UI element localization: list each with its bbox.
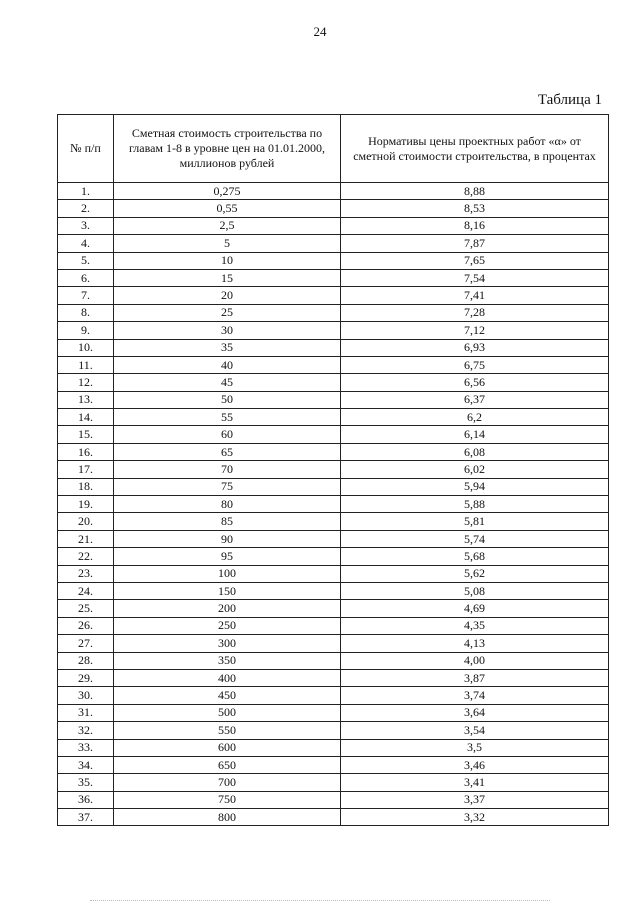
cell-number: 1. bbox=[58, 183, 114, 200]
header-estimated-cost: Сметная стоимость строительства по главам 1-8 в уровне цен на 01.01.2000, миллионов рублей bbox=[114, 115, 341, 183]
cell-number: 32. bbox=[58, 722, 114, 739]
table-row bbox=[58, 339, 609, 356]
table-row bbox=[58, 391, 609, 408]
cell-estimated-cost: 55 bbox=[114, 409, 341, 426]
cell-estimated-cost: 10 bbox=[114, 252, 341, 269]
cell-number: 23. bbox=[58, 565, 114, 582]
cell-number: 22. bbox=[58, 548, 114, 565]
header-price-norm: Нормативы цены проектных работ «α» от сметной стоимости строительства, в процентах bbox=[341, 115, 609, 183]
table-row bbox=[58, 183, 609, 200]
cell-price-norm: 8,53 bbox=[341, 200, 609, 217]
table-row bbox=[58, 235, 609, 252]
cell-number: 15. bbox=[58, 426, 114, 443]
design-cost-norms-table bbox=[57, 114, 609, 826]
cell-number: 27. bbox=[58, 635, 114, 652]
cell-price-norm: 3,54 bbox=[341, 722, 609, 739]
table-row bbox=[58, 582, 609, 599]
cell-estimated-cost: 65 bbox=[114, 443, 341, 460]
cell-price-norm: 7,28 bbox=[341, 304, 609, 321]
table-row bbox=[58, 426, 609, 443]
cell-number: 10. bbox=[58, 339, 114, 356]
cell-number: 31. bbox=[58, 704, 114, 721]
cell-price-norm: 3,74 bbox=[341, 687, 609, 704]
table-row bbox=[58, 304, 609, 321]
table-row bbox=[58, 617, 609, 634]
cell-number: 33. bbox=[58, 739, 114, 756]
table-row bbox=[58, 565, 609, 582]
cell-number: 28. bbox=[58, 652, 114, 669]
table-row bbox=[58, 722, 609, 739]
cell-estimated-cost: 650 bbox=[114, 756, 341, 773]
cell-estimated-cost: 15 bbox=[114, 269, 341, 286]
table-row bbox=[58, 739, 609, 756]
cell-price-norm: 8,16 bbox=[341, 217, 609, 234]
cell-price-norm: 6,14 bbox=[341, 426, 609, 443]
table-row bbox=[58, 652, 609, 669]
cell-price-norm: 7,41 bbox=[341, 287, 609, 304]
table-row bbox=[58, 496, 609, 513]
cell-price-norm: 6,02 bbox=[341, 461, 609, 478]
table-row bbox=[58, 635, 609, 652]
cell-number: 12. bbox=[58, 374, 114, 391]
cell-number: 2. bbox=[58, 200, 114, 217]
table-row bbox=[58, 409, 609, 426]
table-row bbox=[58, 374, 609, 391]
cell-price-norm: 3,37 bbox=[341, 791, 609, 808]
cell-estimated-cost: 600 bbox=[114, 739, 341, 756]
table-row bbox=[58, 287, 609, 304]
cell-number: 37. bbox=[58, 809, 114, 826]
cell-price-norm: 5,62 bbox=[341, 565, 609, 582]
cell-estimated-cost: 75 bbox=[114, 478, 341, 495]
cell-price-norm: 5,94 bbox=[341, 478, 609, 495]
cell-number: 13. bbox=[58, 391, 114, 408]
table-row bbox=[58, 809, 609, 826]
cell-estimated-cost: 800 bbox=[114, 809, 341, 826]
cell-estimated-cost: 550 bbox=[114, 722, 341, 739]
cell-estimated-cost: 90 bbox=[114, 530, 341, 547]
cell-number: 36. bbox=[58, 791, 114, 808]
cell-number: 4. bbox=[58, 235, 114, 252]
cell-estimated-cost: 25 bbox=[114, 304, 341, 321]
cell-number: 16. bbox=[58, 443, 114, 460]
cell-price-norm: 6,08 bbox=[341, 443, 609, 460]
table-row bbox=[58, 252, 609, 269]
cell-number: 7. bbox=[58, 287, 114, 304]
cell-price-norm: 3,32 bbox=[341, 809, 609, 826]
table-caption: Таблица 1 bbox=[537, 92, 602, 108]
cell-number: 20. bbox=[58, 513, 114, 530]
cell-estimated-cost: 150 bbox=[114, 582, 341, 599]
cell-estimated-cost: 750 bbox=[114, 791, 341, 808]
header-number: № п/п bbox=[58, 115, 114, 183]
table-row bbox=[58, 548, 609, 565]
cell-price-norm: 3,41 bbox=[341, 774, 609, 791]
table-header-row bbox=[58, 115, 609, 183]
cell-price-norm: 3,64 bbox=[341, 704, 609, 721]
cell-price-norm: 6,2 bbox=[341, 409, 609, 426]
cell-price-norm: 3,87 bbox=[341, 669, 609, 686]
cell-number: 14. bbox=[58, 409, 114, 426]
cell-number: 8. bbox=[58, 304, 114, 321]
table-row bbox=[58, 513, 609, 530]
cell-price-norm: 5,81 bbox=[341, 513, 609, 530]
cell-number: 5. bbox=[58, 252, 114, 269]
cell-estimated-cost: 45 bbox=[114, 374, 341, 391]
cell-price-norm: 5,88 bbox=[341, 496, 609, 513]
cell-number: 18. bbox=[58, 478, 114, 495]
table-row bbox=[58, 478, 609, 495]
cell-estimated-cost: 100 bbox=[114, 565, 341, 582]
cell-estimated-cost: 0,275 bbox=[114, 183, 341, 200]
cell-estimated-cost: 250 bbox=[114, 617, 341, 634]
cell-number: 3. bbox=[58, 217, 114, 234]
table-row bbox=[58, 774, 609, 791]
cell-number: 17. bbox=[58, 461, 114, 478]
cell-number: 9. bbox=[58, 322, 114, 339]
cell-price-norm: 4,35 bbox=[341, 617, 609, 634]
cell-estimated-cost: 50 bbox=[114, 391, 341, 408]
cell-estimated-cost: 70 bbox=[114, 461, 341, 478]
cell-estimated-cost: 40 bbox=[114, 356, 341, 373]
table-row bbox=[58, 530, 609, 547]
cell-number: 26. bbox=[58, 617, 114, 634]
cell-price-norm: 8,88 bbox=[341, 183, 609, 200]
cell-number: 25. bbox=[58, 600, 114, 617]
cell-number: 24. bbox=[58, 582, 114, 599]
cell-estimated-cost: 5 bbox=[114, 235, 341, 252]
cell-estimated-cost: 60 bbox=[114, 426, 341, 443]
cell-price-norm: 4,69 bbox=[341, 600, 609, 617]
cell-number: 11. bbox=[58, 356, 114, 373]
cell-estimated-cost: 350 bbox=[114, 652, 341, 669]
cell-price-norm: 3,46 bbox=[341, 756, 609, 773]
cell-estimated-cost: 300 bbox=[114, 635, 341, 652]
table-row bbox=[58, 791, 609, 808]
table-row bbox=[58, 704, 609, 721]
cell-price-norm: 5,68 bbox=[341, 548, 609, 565]
cell-estimated-cost: 95 bbox=[114, 548, 341, 565]
cell-estimated-cost: 500 bbox=[114, 704, 341, 721]
table-body bbox=[58, 183, 609, 826]
cell-price-norm: 3,5 bbox=[341, 739, 609, 756]
cell-estimated-cost: 400 bbox=[114, 669, 341, 686]
cell-price-norm: 5,08 bbox=[341, 582, 609, 599]
table-row bbox=[58, 600, 609, 617]
table-row bbox=[58, 200, 609, 217]
cell-number: 34. bbox=[58, 756, 114, 773]
cell-price-norm: 7,87 bbox=[341, 235, 609, 252]
cell-estimated-cost: 200 bbox=[114, 600, 341, 617]
cell-estimated-cost: 85 bbox=[114, 513, 341, 530]
cell-estimated-cost: 700 bbox=[114, 774, 341, 791]
cell-estimated-cost: 35 bbox=[114, 339, 341, 356]
cell-price-norm: 6,37 bbox=[341, 391, 609, 408]
table-row bbox=[58, 756, 609, 773]
cell-price-norm: 7,65 bbox=[341, 252, 609, 269]
cell-price-norm: 6,93 bbox=[341, 339, 609, 356]
cell-number: 19. bbox=[58, 496, 114, 513]
cell-number: 35. bbox=[58, 774, 114, 791]
table-row bbox=[58, 687, 609, 704]
cell-number: 21. bbox=[58, 530, 114, 547]
table-row bbox=[58, 269, 609, 286]
cell-price-norm: 4,13 bbox=[341, 635, 609, 652]
table-row bbox=[58, 669, 609, 686]
cell-estimated-cost: 30 bbox=[114, 322, 341, 339]
cell-price-norm: 6,75 bbox=[341, 356, 609, 373]
cell-price-norm: 5,74 bbox=[341, 530, 609, 547]
table-row bbox=[58, 322, 609, 339]
cell-estimated-cost: 0,55 bbox=[114, 200, 341, 217]
cell-price-norm: 7,54 bbox=[341, 269, 609, 286]
cell-price-norm: 6,56 bbox=[341, 374, 609, 391]
cell-price-norm: 7,12 bbox=[341, 322, 609, 339]
scan-artifact-line bbox=[90, 900, 550, 902]
table-row bbox=[58, 217, 609, 234]
cell-estimated-cost: 20 bbox=[114, 287, 341, 304]
cell-number: 29. bbox=[58, 669, 114, 686]
cell-number: 30. bbox=[58, 687, 114, 704]
cell-estimated-cost: 2,5 bbox=[114, 217, 341, 234]
cell-estimated-cost: 450 bbox=[114, 687, 341, 704]
cell-estimated-cost: 80 bbox=[114, 496, 341, 513]
table-row bbox=[58, 461, 609, 478]
cell-price-norm: 4,00 bbox=[341, 652, 609, 669]
page-number: 24 bbox=[313, 24, 327, 39]
cell-number: 6. bbox=[58, 269, 114, 286]
table-row bbox=[58, 356, 609, 373]
table-row bbox=[58, 443, 609, 460]
